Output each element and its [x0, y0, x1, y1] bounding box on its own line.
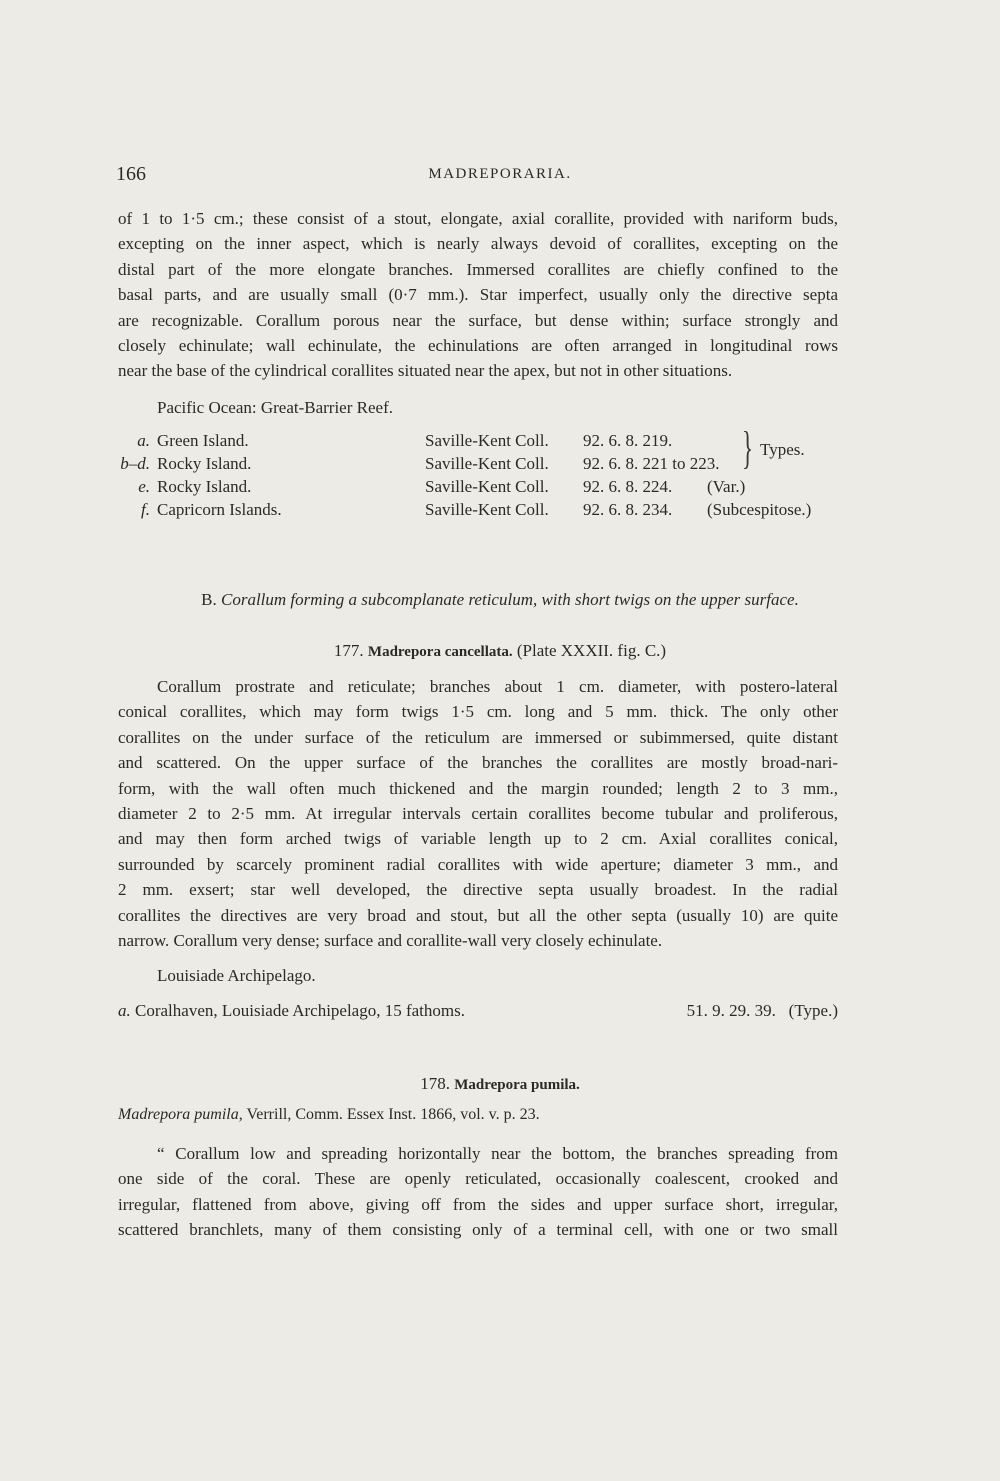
text-line: surrounded by scarcely prominent radial corallites with wide aperture; diameter 3 mm., and — [118, 854, 838, 874]
text-line: irregular, flattened from above, giving off from the sides and upper surface short, irregular, — [118, 1194, 838, 1214]
synonymy-line — [118, 1106, 540, 1124]
specimen-register-group — [687, 1001, 838, 1021]
text-line: one side of the coral. These are openly reticulated, occasionally coalescent, crooked and — [118, 1169, 838, 1189]
text-line: of 1 to 1·5 cm.; these consist of a stout, elongate, axial corallite, provided with nariform buds, — [118, 209, 838, 228]
page-number: 166 — [116, 163, 146, 185]
text-line: and scattered. On the upper surface of the branches the corallites are mostly broad-nari- — [118, 753, 838, 773]
text-line: narrow. Corallum very dense; surface and corallite-wall very closely echinulate. — [118, 931, 663, 951]
specimen-note: (Var.) — [707, 477, 746, 496]
text-line: Corallum prostrate and reticulate; branches about 1 cm. diameter, with postero-lateral — [157, 677, 838, 696]
specimen-place: Coralhaven, Louisiade Archipelago, 15 fathoms. — [135, 1001, 465, 1020]
specimen-letter: b–d. — [120, 454, 150, 473]
text-line: basal parts, and are usually small (0·7 mm.). Star imperfect, usually only the directive septa — [118, 285, 838, 305]
text-line: near the base of the cylindrical corallites situated near the apex, but not in other situations. — [118, 361, 733, 381]
locality-heading: Pacific Ocean: Great-Barrier Reef. — [157, 398, 393, 417]
specimen-place: Green Island. — [157, 431, 249, 450]
text-line: corallites on the under surface of the reticulum are immersed or subimmersed, quite distant — [118, 727, 838, 747]
text-line: diameter 2 to 2·5 mm. At irregular intervals certain corallites become tubular and proliferous, — [118, 804, 838, 824]
paragraph-quote-178 — [118, 1141, 838, 1243]
text-line: 2 mm. exsert; star well developed, the directive septa usually broadest. In the radial — [118, 880, 838, 900]
text-line: form, with the wall often much thickened and the margin rounded; length 2 to 3 mm., — [118, 778, 838, 798]
types-label: Types. — [760, 440, 805, 459]
specimen-letter: a. — [137, 431, 150, 450]
specimen-row — [0, 477, 1000, 500]
section-heading-b — [0, 590, 1000, 610]
specimen-row — [0, 431, 1000, 454]
specimen-register: 92. 6. 8. 234. — [583, 500, 673, 519]
paragraph-description-continued — [118, 206, 838, 384]
specimen-register: 92. 6. 8. 224. — [583, 477, 673, 496]
paragraph-description-177 — [118, 674, 838, 953]
species-heading-177 — [0, 641, 1000, 661]
specimen-note: (Subcespitose.) — [707, 500, 812, 519]
specimen-place: Rocky Island. — [157, 477, 252, 496]
locality-heading: Louisiade Archipelago. — [157, 966, 316, 985]
specimen-letter: f. — [141, 500, 150, 519]
text-line: corallites the directives are very broad and stout, but all the other septa (usually 10) are quite — [118, 905, 838, 925]
specimen-register: 92. 6. 8. 221 to 223. — [583, 454, 720, 473]
specimen-collection: Saville-Kent Coll. — [425, 454, 549, 473]
text-line: “ Corallum low and spreading horizontally near the bottom, the branches spreading from — [157, 1144, 838, 1163]
specimen-collection: Saville-Kent Coll. — [425, 431, 549, 450]
section-description: Corallum forming a subcomplanate reticulum, with short twigs on the upper surface. — [221, 590, 799, 609]
specimen-collection: Saville-Kent Coll. — [425, 500, 549, 519]
specimen-place: Rocky Island. — [157, 454, 252, 473]
plate-reference: (Plate XXXII. fig. C.) — [516, 641, 667, 660]
specimen-register: 51. 9. 29. 39. — [686, 1001, 776, 1020]
text-line: excepting on the inner aspect, which is nearly always devoid of corallites, excepting on the — [118, 234, 838, 254]
specimen-row — [0, 500, 1000, 523]
text-line: distal part of the more elongate branches. Immersed corallites are chiefly confined to the — [118, 259, 838, 279]
specimen-collection: Saville-Kent Coll. — [425, 477, 549, 496]
specimen-row — [0, 454, 1000, 477]
text-line: closely echinulate; wall echinulate, the echinulations are often arranged in longitudinal rows — [118, 336, 838, 356]
specimen-entry — [118, 1001, 465, 1021]
synonym-citation: Verrill, Comm. Essex Inst. 1866, vol. v. p. 23. — [246, 1106, 540, 1123]
section-letter: B. — [201, 590, 217, 609]
species-number: 178. — [420, 1074, 450, 1093]
text-line: conical corallites, which may form twigs 1·5 cm. long and 5 mm. thick. The only other — [118, 702, 838, 722]
species-number: 177. — [333, 641, 364, 660]
text-line: and may then form arched twigs of variable length up to 2 cm. Axial corallites conical, — [118, 829, 838, 849]
text-line: are recognizable. Corallum porous near the surface, but dense within; surface strongly and — [118, 310, 838, 330]
specimen-note: (Type.) — [788, 1001, 838, 1020]
running-title: MADREPORARIA. — [428, 166, 572, 182]
specimen-place: Capricorn Islands. — [157, 500, 282, 519]
species-name: Madrepora cancellata. — [367, 644, 513, 660]
specimen-letter: e. — [138, 477, 150, 496]
curly-brace-icon: } — [742, 422, 754, 473]
specimen-register: 92. 6. 8. 219. — [583, 431, 673, 450]
text-line: scattered branchlets, many of them consisting only of a terminal cell, with one or two small — [118, 1220, 838, 1240]
specimen-letter: a. — [118, 1001, 131, 1020]
species-heading-178 — [0, 1074, 1000, 1094]
synonym-name: Madrepora pumila, — [118, 1106, 243, 1123]
species-name: Madrepora pumila. — [454, 1077, 580, 1093]
